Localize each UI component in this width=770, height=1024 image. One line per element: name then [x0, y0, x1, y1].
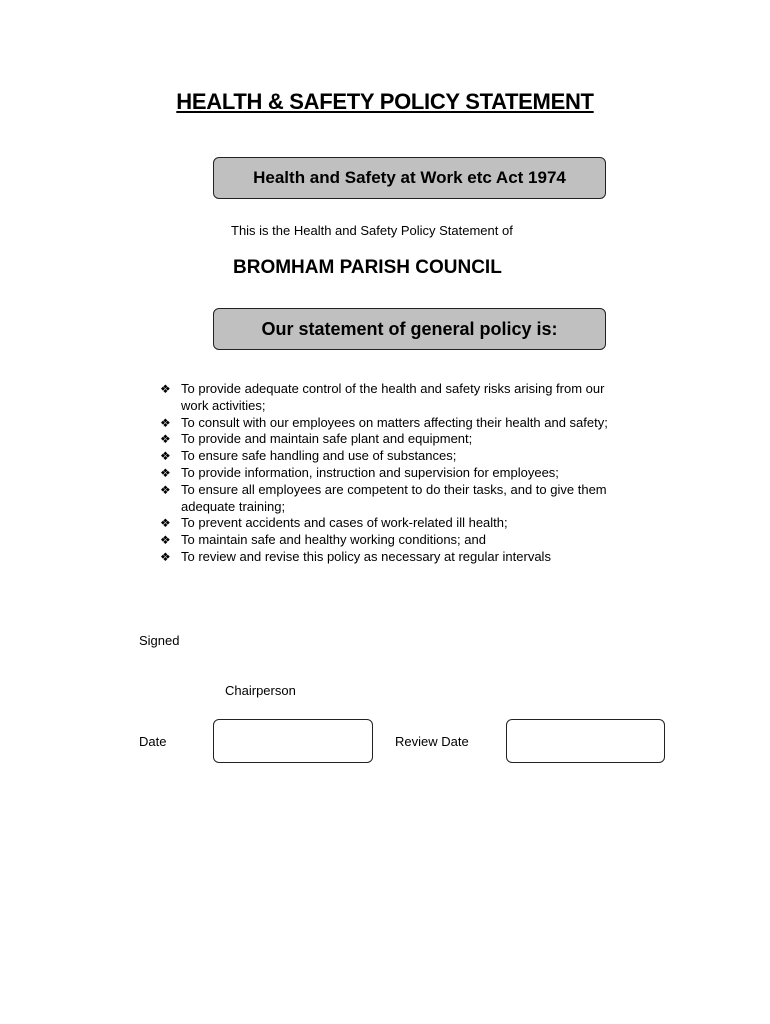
policy-item-text: To review and revise this policy as necessary at regular intervals [181, 548, 551, 564]
policy-item [160, 415, 630, 432]
policy-item [160, 532, 630, 549]
policy-item [160, 431, 630, 448]
date-field[interactable] [213, 719, 373, 763]
diamond-bullet-icon: ❖ [160, 465, 171, 480]
diamond-bullet-icon: ❖ [160, 482, 171, 497]
act-heading: Health and Safety at Work etc Act 1974 [253, 168, 566, 187]
policy-item-text: To maintain safe and healthy working conditions; and [181, 532, 486, 548]
diamond-bullet-icon: ❖ [160, 449, 171, 464]
policy-item [160, 448, 630, 465]
statement-intro: This is the Health and Safety Policy Statement of [231, 223, 513, 238]
policy-item [160, 381, 630, 415]
policy-item [160, 482, 630, 516]
diamond-bullet-icon: ❖ [160, 432, 171, 447]
policy-item-text: To ensure all employees are competent to do their tasks, and to give them adequate training; [181, 481, 607, 514]
diamond-bullet-icon: ❖ [160, 516, 171, 531]
review-date-field[interactable] [506, 719, 665, 763]
policy-item [160, 549, 630, 566]
policy-heading: Our statement of general policy is: [261, 318, 558, 339]
policy-item-text: To prevent accidents and cases of work-related ill health; [181, 515, 508, 531]
policy-item-text: To provide and maintain safe plant and equipment; [181, 431, 473, 447]
chairperson-label: Chairperson [225, 683, 296, 698]
policy-item-text: To consult with our employees on matters affecting their health and safety; [181, 414, 608, 430]
document-title: HEALTH & SAFETY POLICY STATEMENT [176, 89, 594, 114]
policy-item-text: To provide adequate control of the health and safety risks arising from our work activities; [181, 381, 605, 413]
diamond-bullet-icon: ❖ [160, 533, 171, 548]
policy-heading-box [213, 308, 606, 350]
diamond-bullet-icon: ❖ [160, 382, 171, 396]
date-label: Date [139, 734, 167, 749]
diamond-bullet-icon: ❖ [160, 549, 171, 564]
act-heading-box [213, 157, 606, 199]
policy-list [160, 381, 630, 566]
signed-label: Signed [139, 633, 180, 648]
review-date-label: Review Date [395, 734, 469, 749]
policy-item-text: To ensure safe handling and use of substances; [181, 448, 457, 464]
policy-item [160, 515, 630, 532]
policy-item [160, 465, 630, 482]
diamond-bullet-icon: ❖ [160, 415, 171, 430]
organisation-name: BROMHAM PARISH COUNCIL [233, 257, 502, 278]
policy-item-text: To provide information, instruction and supervision for employees; [181, 464, 559, 480]
